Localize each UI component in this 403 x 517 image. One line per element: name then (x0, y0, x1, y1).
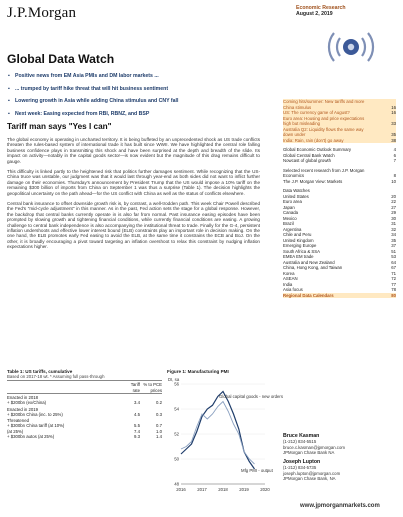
row-label: + $300bn China tariff (at 10%) (7, 423, 65, 429)
tariff-rate: 3.4 (134, 400, 140, 406)
tariff-rate: 5.5 (134, 423, 140, 429)
y-tick-label: 48 (174, 481, 179, 487)
contents-item-page: 71 (391, 270, 396, 276)
contents-item-label: high but misleading (283, 121, 321, 126)
contents-item-page: 64 (391, 259, 396, 265)
x-tick-label: 2020 (260, 487, 270, 492)
article-paragraph: The global economy is operating in uncharted territory. It is being buffeted by an unprecedented shock as US trade conflicts threaten the rules-based system of international trade it has built since WWII. We have highlighted the central role falling business confidence plays in transmitting this shock and have been surprised at the depth and breadth of the slide. Its impact on activity—notably in the capital goods sector—is now evident but the magnitude of this drag remains difficult to gauge. (7, 137, 260, 164)
jpmorgan-logo: J.P.Morgan (7, 5, 77, 21)
contents-item-label: India (283, 281, 293, 287)
y-tick-label: 54 (174, 406, 179, 412)
table-title: Table 1: US tariffs, cumulative (7, 369, 73, 374)
table-note: Based on 2017-18 wt. * Assuming full pass-through (7, 374, 162, 381)
contents-item-label: Canada (283, 210, 299, 215)
pce-impact: 0.7 (156, 423, 162, 429)
author-contact-line: JPMorgan Chase Bank NA (283, 449, 335, 455)
report-date: August 2, 2019 (296, 11, 333, 18)
report-section-label: Economic Research (296, 5, 346, 11)
row-label: + $300bn autos (at 25%) (7, 433, 55, 439)
author-contact-line[interactable]: bruce.c.kasman@jpmorgan.com (283, 444, 345, 450)
contents-item-page: 16 (391, 104, 396, 110)
section-heading: Tariff man says "Yes I can" (7, 122, 112, 131)
contents-item-page: 53 (391, 254, 396, 259)
annotation-label: Global capital goods - new orders (219, 394, 284, 399)
author-contacts (283, 434, 396, 486)
contents-item-label: India: Rain, rain (don't) go away (283, 137, 344, 143)
table-body (7, 395, 162, 439)
author-contact-line: (1-212) 834-5515 (283, 439, 317, 445)
figure-title: Figure 1: Manufacturing PMI (167, 369, 229, 374)
contents-item-page: 27 (391, 204, 396, 210)
author-contact-line[interactable]: joseph.lupton@jpmorgan.com (283, 470, 341, 476)
contents-item-page: 30 (391, 215, 396, 221)
key-points-list (7, 70, 272, 120)
contents-item-label: Economics (283, 173, 305, 178)
contents-item-page: 20 (391, 193, 396, 199)
pce-impact: 0.3 (156, 411, 162, 417)
featured-topics (283, 99, 396, 143)
contents-item-label: Global Economic Outlook Summary (283, 147, 352, 152)
contents-item-label: Emerging Europe (283, 243, 317, 248)
key-point: ▪ Positive news from EM Asia PMIs and DM labor markets ... (7, 70, 272, 83)
contents-item-label: ASEAN (283, 276, 298, 281)
report-header (296, 5, 346, 18)
contents-item-page: 10 (391, 178, 396, 184)
table-row (7, 400, 162, 405)
contents-item-label: United States (283, 193, 309, 199)
contents-item-label: Argentina (283, 226, 302, 232)
contents-item-page: 77 (391, 281, 396, 287)
y-tick-label: 56 (174, 381, 179, 387)
author-name: Joseph Lupton (283, 459, 321, 466)
column-header-pce: % to PCE prices (143, 382, 162, 393)
author-name: Bruce Kasman (283, 433, 320, 439)
contents-item-page: 35 (391, 237, 396, 243)
series-line (181, 402, 255, 465)
x-tick-label: 2018 (218, 487, 228, 492)
series-line (181, 392, 255, 470)
contents-item-page: 78 (391, 287, 396, 292)
table-column-headers (7, 382, 162, 393)
row-label: + $200bn China (inc. to 25%) (7, 411, 63, 417)
tariff-rate: 9.3 (134, 433, 140, 439)
contents-item-page: 34 (391, 232, 396, 237)
key-point: ▪ ... trumped by tariff hike threat that will hit business sentiment (7, 83, 272, 96)
x-tick-label: 2016 (176, 487, 186, 492)
row-label: (at 25%) (7, 428, 24, 434)
author-contact-line: JPMorgan Chase Bank, NA (283, 476, 336, 482)
contents-item-page: 29 (391, 210, 396, 215)
contents-list-research (283, 168, 396, 185)
pce-impact: 0.2 (156, 400, 162, 406)
pmi-line-chart (167, 374, 284, 504)
contents-item-page: 37 (391, 243, 396, 248)
row-label: Threatened (7, 418, 29, 424)
contents-item-label: The J.P. Morgan View: Markets (283, 178, 343, 184)
contents-item-page: 4 (393, 147, 396, 152)
contents-sidebar (283, 99, 396, 298)
key-point: ▪ Lowering growth in Asia while adding China stimulus and CNY fall (7, 95, 272, 108)
contents-item-page: 32 (391, 226, 396, 232)
contents-item-label: Brazil (283, 221, 294, 226)
footer-website-link[interactable]: www.jpmorganmarkets.com (300, 503, 380, 509)
contents-item-label: Selected recent research from J.P. Morgan (283, 167, 365, 173)
author-block (283, 434, 396, 455)
contents-item-label: Euro area: Housing and price expectations (283, 115, 365, 121)
contents-item-page: 31 (391, 221, 396, 226)
contents-item-label: Euro area (283, 199, 302, 204)
contents-item-label: China stimulus (283, 104, 312, 110)
contents-item-label: down under (283, 132, 306, 137)
page-title: Global Data Watch (7, 52, 115, 66)
contents-item-label: Japan (283, 204, 295, 210)
contents-item-page: 72 (391, 276, 396, 281)
x-tick-label: 2019 (239, 487, 249, 492)
column-header-tariff: Tariff rate (130, 382, 140, 393)
pce-impact: 1.4 (156, 433, 162, 439)
x-tick-label: 2017 (197, 487, 207, 492)
contents-item-page: 67 (391, 265, 396, 270)
author-contact-line: (1-212) 834-5735 (283, 465, 317, 471)
tariff-rate: 7.4 (134, 428, 140, 434)
contents-item-label: Australia and New Zealand (283, 259, 335, 265)
contents-item-label: Mexico (283, 215, 297, 221)
contents-item-page: 38 (391, 137, 396, 143)
contents-item-page: 6 (393, 152, 396, 158)
contents-item-page: 16 (391, 110, 396, 115)
contents-item-label: United Kingdom (283, 237, 314, 243)
contents-item-label: China, Hong Kong, and Taiwan (283, 265, 343, 270)
contents-item-label: Global Central Bank Watch (283, 152, 335, 158)
pmi-figure (167, 369, 284, 504)
tariff-table (7, 369, 162, 439)
contents-item-label: Chile and Peru (283, 232, 312, 237)
contents-item-page: 33 (391, 121, 396, 126)
contents-item-page: 51 (391, 248, 396, 254)
pce-impact: 1.0 (156, 428, 162, 434)
article-paragraph: Central bank insurance to offset downside growth risk is, by contrast, a well-trodden path. This week Chair Powell described the Fed's "mid-cycle adjustment" in this manner. As in the past, Fed action sets the stage for a global response. However, the backdrop that central banks currently operate in is also far from normal. Past insurance easing episodes have been prompted by slowing growth and tightening financial conditions, while currently financial conditions are easing. A growing challenge to central bank independence is also accompanying the institutional threat to trade. Finally for the G-4, persistent inflation undershoots and effective lower interest bound (ELB) constraints play an important role in decision making. On the one hand, the ELB promotes early Fed easing to avoid the ELB, at the same time it constrains the ECB and BoJ. On the other, it is broadly encouraging a pivot toward targeting an inflation overshoot to relax this constraint by nudging inflation expectations higher. (7, 200, 260, 250)
contents-item-label: Data Watches (283, 188, 310, 193)
tariff-rate: 4.5 (134, 411, 140, 417)
article-body (7, 137, 260, 254)
contents-item-label: US: The currency game of August? (283, 110, 350, 115)
contents-list-data-watches (283, 188, 396, 293)
row-label: Enacted in 2019 (7, 406, 39, 412)
contents-item-label: Korea (283, 270, 295, 276)
contents-item-label: Coming hits/summer: New tariffs and more (283, 99, 365, 104)
contents-list-summary (283, 147, 396, 164)
author-block (283, 460, 396, 481)
contents-item-page: 35 (391, 132, 396, 137)
article-paragraph: This difficulty is linked partly to the heightened risk that politics further damages sentiment. While recognizing that the US-China truce was unstable, our judgment was that it would last through year-end as both sides did not want to inflict further damage on their economies. Thursday's announcement by President Trump that the US would impose a 10% tariff on the remaining $300 billion of imports from China on September 1 was thus a surprise (Table 1). The decision highlights the geopolitical uncertainty on the path ahead—for the US conflict with China as well as the status of conflicts elsewhere. (7, 168, 260, 196)
contents-item-label: Asia focus (283, 287, 303, 292)
y-axis-label: DI, sa (168, 377, 180, 382)
table-row (7, 412, 162, 417)
regional-calendars-link[interactable]: Regional Data Calendars 80 (283, 292, 396, 298)
contents-item-label: Nowcast of global growth (283, 158, 332, 163)
row-label: Enacted in 2018 (7, 395, 39, 400)
y-tick-label: 50 (174, 456, 179, 462)
contents-item-label: EMEA EM trade (283, 254, 314, 259)
table-row (7, 434, 162, 439)
annotation-label: Mfg PMI - output (241, 468, 273, 473)
contents-item-page: 22 (391, 199, 396, 204)
contents-item-page: 7 (393, 158, 396, 163)
key-point: ▪ Next week: Easing expected from RBI, RBNZ, and BSP (7, 108, 272, 121)
row-label: + $200bn (ex/China) (7, 400, 47, 406)
contents-item-page: 8 (393, 173, 396, 178)
y-tick-label: 52 (174, 431, 179, 437)
contents-item-label: Australia Q2: Liquidity flows the same way (283, 126, 364, 132)
podcast-broadcast-icon[interactable] (318, 24, 384, 70)
contents-item-label: South Africa & SSA (283, 248, 321, 254)
